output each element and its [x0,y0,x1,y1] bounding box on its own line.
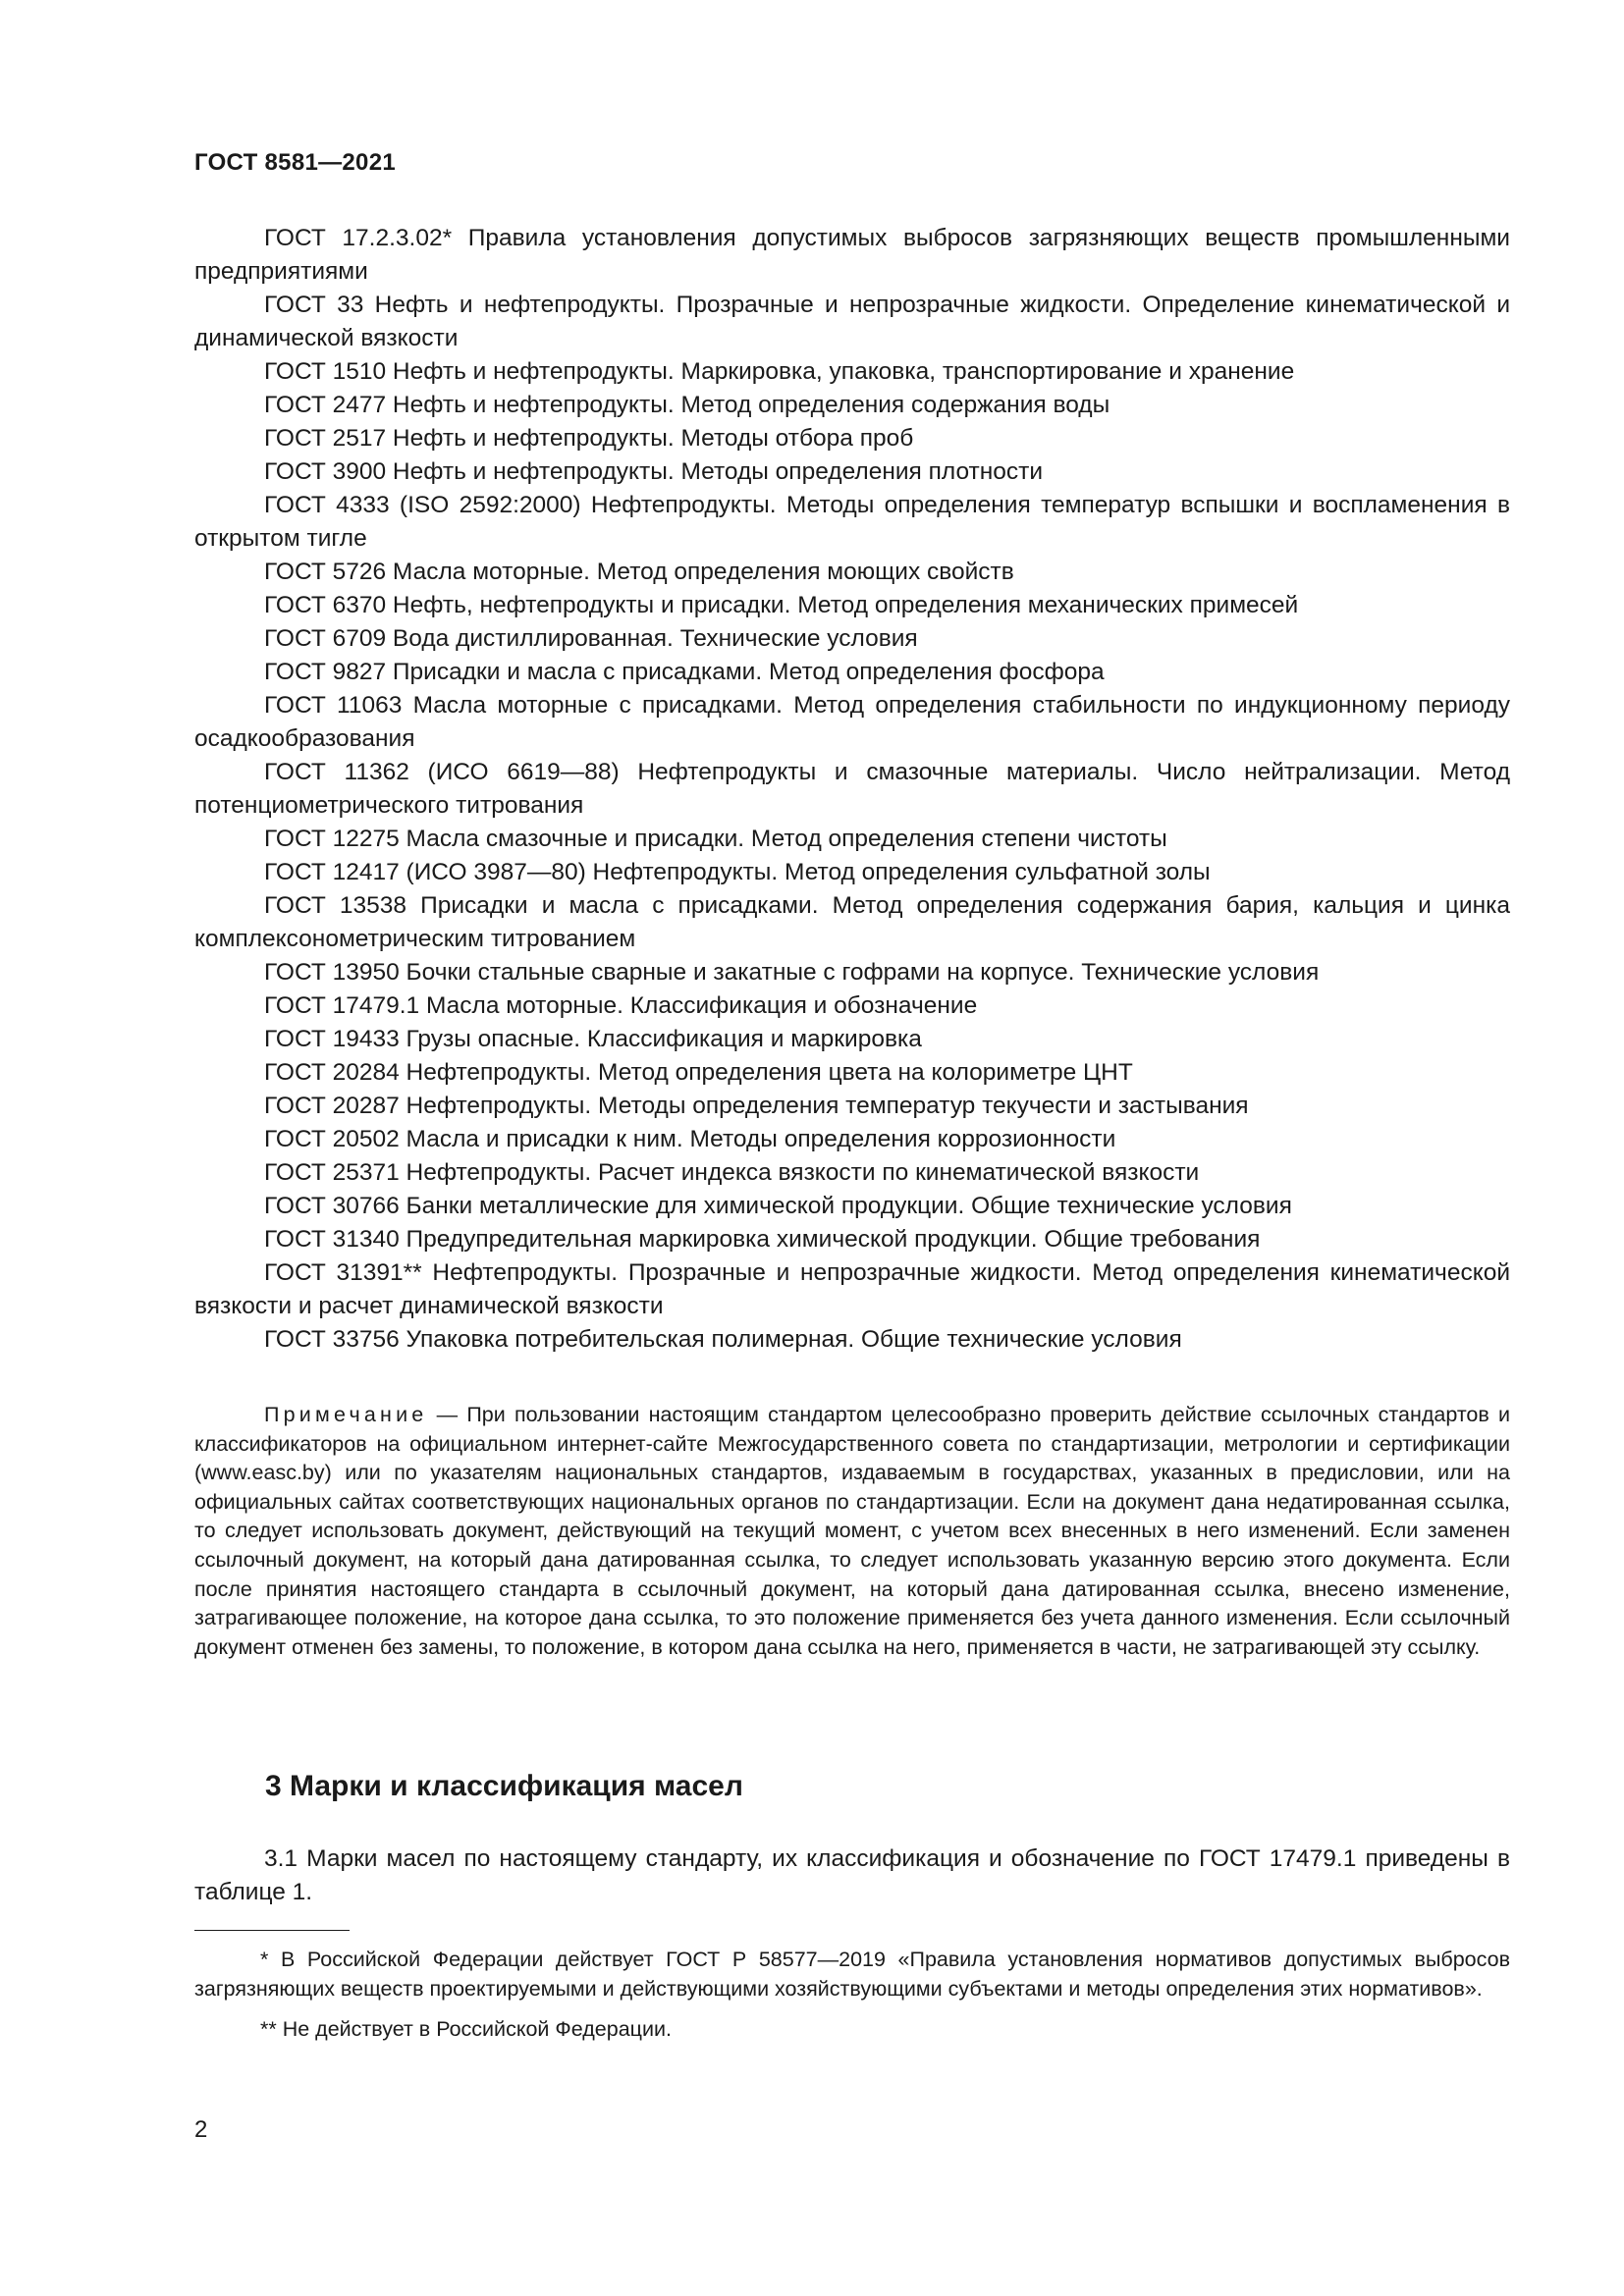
reference-item: ГОСТ 3900 Нефть и нефтепродукты. Методы определения плотности [264,458,1044,485]
reference-item: ГОСТ 19433 Грузы опасные. Классификация и маркировка [264,1026,922,1052]
reference-item: ГОСТ 13950 Бочки стальные сварные и закатные с гофрами на корпусе. Технические условия [264,959,1320,986]
reference-item: ГОСТ 33 Нефть и нефтепродукты. Прозрачные и непрозрачные жидкости. Определение кинематической и динамической вязкости [194,292,1510,351]
reference-item: ГОСТ 11063 Масла моторные с присадками. Метод определения стабильности по индукционному периоду осадкообразования [194,692,1510,752]
reference-item: ГОСТ 20502 Масла и присадки к ним. Методы определения коррозионности [264,1126,1116,1152]
reference-item: ГОСТ 20284 Нефтепродукты. Метод определения цвета на колориметре ЦНТ [264,1059,1133,1086]
footnote: * В Российской Федерации действует ГОСТ Р 58577—2019 «Правила установления нормативов допустимых выбросов загрязняющих веществ проектируемыми и действующими хозяйствующими субъектами и методы определения этих нормативов». [194,1948,1510,2001]
reference-item: ГОСТ 6370 Нефть, нефтепродукты и присадки. Метод определения механических примесей [264,592,1299,618]
note-block [194,1401,1510,1662]
footnote: ** Не действует в Российской Федерации. [260,2017,672,2042]
reference-item: ГОСТ 2477 Нефть и нефтепродукты. Метод определения содержания воды [264,392,1110,418]
reference-item: ГОСТ 31391** Нефтепродукты. Прозрачные и непрозрачные жидкости. Метод определения кинематической вязкости и расчет динамической вязкости [194,1259,1510,1319]
note-text: — При пользовании настоящим стандартом целесообразно проверить действие ссылочных стандартов и классификаторов на официальном интернет-сайте Межгосударственного совета по стандартизации, метрологии и сертификации (www.easc.by) или по указателям национальных стандартов, издаваемым в государствах, указанных в предисловии, или на официальных сайтах соответствующих национальных органов по стандартизации. Если на документ дана недатированная ссылка, то следует использовать документ, действующий на текущий момент, с учетом всех внесенных в него изменений. Если заменен ссылочный документ, на который дана датированная ссылка, то следует использовать указанную версию этого документа. Если после принятия настоящего стандарта в ссылочный документ, на который дана датированная ссылка, внесено изменение, затрагивающее положение, на которое дана ссылка, то это положение применяется без учета данного изменения. Если ссылочный документ отменен без замены, то положение, в котором дана ссылка на него, применяется в части, не затрагивающей эту ссылку. [194,1403,1510,1659]
footnotes [194,1946,1510,2045]
reference-item: ГОСТ 6709 Вода дистиллированная. Технические условия [264,625,918,652]
section-paragraph: 3.1 Марки масел по настоящему стандарту, их классификация и обозначение по ГОСТ 17479.1 приведены в таблице 1. [194,1845,1510,1905]
reference-item: ГОСТ 9827 Присадки и масла с присадками. Метод определения фосфора [264,659,1105,685]
reference-item: ГОСТ 1510 Нефть и нефтепродукты. Маркировка, упаковка, транспортирование и хранение [264,358,1295,385]
reference-item: ГОСТ 5726 Масла моторные. Метод определения моющих свойств [264,559,1014,585]
reference-item: ГОСТ 17479.1 Масла моторные. Классификация и обозначение [264,992,978,1019]
normative-references-list [194,222,1510,1357]
reference-item: ГОСТ 4333 (ISO 2592:2000) Нефтепродукты. Методы определения температур вспышки и воспламенения в открытом тигле [194,492,1510,552]
note-label: Примечание [264,1403,428,1426]
reference-item: ГОСТ 17.2.3.02* Правила установления допустимых выбросов загрязняющих веществ промышленными предприятиями [194,225,1510,285]
page-number: 2 [194,2116,208,2143]
reference-item: ГОСТ 2517 Нефть и нефтепродукты. Методы отбора проб [264,425,914,452]
reference-item: ГОСТ 12417 (ИСО 3987—80) Нефтепродукты. Метод определения сульфатной золы [264,859,1211,885]
reference-item: ГОСТ 13538 Присадки и масла с присадками. Метод определения содержания бария, кальция и цинка комплексонометрическим титрованием [194,892,1510,952]
reference-item: ГОСТ 12275 Масла смазочные и присадки. Метод определения степени чистоты [264,826,1167,852]
document-code-header: ГОСТ 8581—2021 [194,149,397,176]
reference-item: ГОСТ 30766 Банки металлические для химической продукции. Общие технические условия [264,1193,1292,1219]
reference-item: ГОСТ 11362 (ИСО 6619—88) Нефтепродукты и смазочные материалы. Число нейтрализации. Метод потенциометрического титрования [194,759,1510,819]
section-heading: 3 Марки и классификация масел [265,1770,743,1802]
reference-item: ГОСТ 33756 Упаковка потребительская полимерная. Общие технические условия [264,1326,1182,1353]
note-paragraph [194,1401,1510,1662]
footnote-divider [194,1930,350,1931]
reference-item: ГОСТ 25371 Нефтепродукты. Расчет индекса вязкости по кинематической вязкости [264,1159,1200,1186]
reference-item: ГОСТ 31340 Предупредительная маркировка химической продукции. Общие требования [264,1226,1261,1253]
reference-item: ГОСТ 20287 Нефтепродукты. Методы определения температур текучести и застывания [264,1093,1249,1119]
